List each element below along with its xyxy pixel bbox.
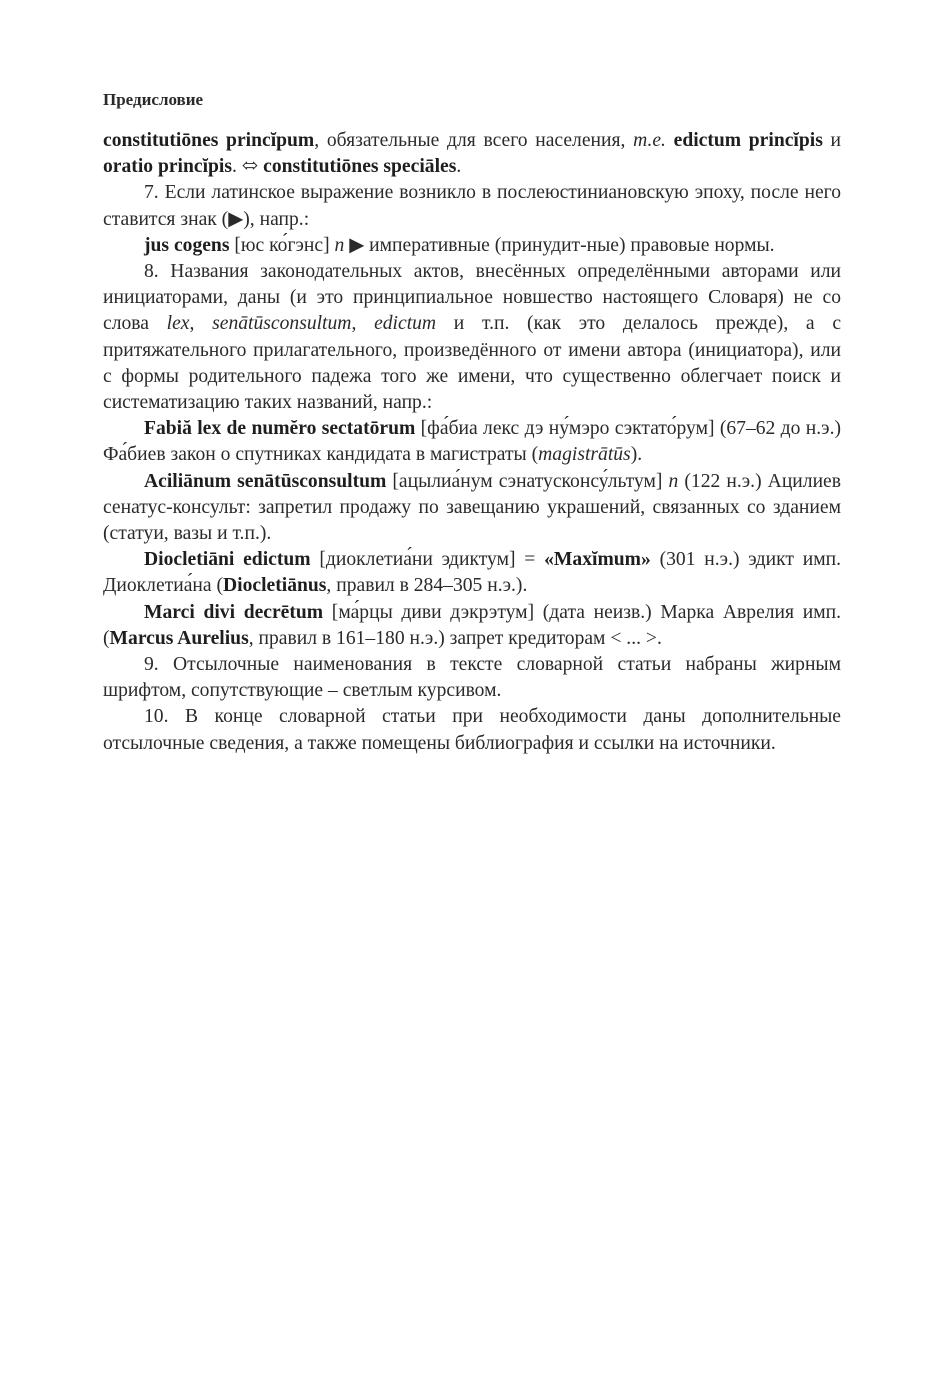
- text-run: ,: [189, 313, 213, 335]
- term-bold: oratio princĭpis: [103, 156, 232, 178]
- paragraph-7: 7. Если латинское выражение возникло в послеюстиниановскую эпоху, после него ставится знак (▶), напр.:: [103, 182, 841, 230]
- italic-term: magistrātūs: [538, 444, 631, 466]
- gender-mark: n: [334, 234, 345, 256]
- paragraph-8: [103, 259, 841, 416]
- headword: Marci divi decrētum: [144, 601, 324, 623]
- pronunciation: [юс ко́гэнс]: [229, 234, 335, 256]
- entry-marci-divi: [103, 600, 841, 652]
- text-run: , обязательные для всего населения,: [314, 130, 634, 151]
- cross-reference: «Maxĭmum»: [544, 549, 651, 571]
- gender-mark: n: [668, 470, 679, 492]
- text-run: .: [456, 156, 462, 178]
- paragraph-9: 9. Отсылочные наименования в тексте словарной статьи набраны жирным шрифтом, сопутствующие – светлым курсивом.: [103, 654, 841, 702]
- paragraph-10: 10. В конце словарной статьи при необходимости даны дополнительные отсылочные сведения, а также помещены библиография и ссылки на источники.: [103, 706, 841, 754]
- term-bold: constitutiōnes speciāles: [263, 156, 457, 178]
- definition: ▶ императивные (принудит-ные) правовые нормы.: [344, 234, 775, 256]
- pronunciation: [диоклетиа́ни эдиктум] =: [310, 549, 545, 571]
- headword: jus cogens: [144, 234, 230, 256]
- text-run: , правил в 284–305 н.э.).: [326, 575, 528, 597]
- text-run: ,: [351, 313, 375, 335]
- italic-term: edictum: [374, 313, 437, 335]
- text-run: , правил в 161–180 н.э.) запрет кредиторам < ... >.: [248, 627, 662, 649]
- text-run: 8. Названия законодательных актов, внесённых определёнными авторами или инициаторами, даны (и это принципиальное новшество настоящего Словаря) не со слова: [103, 261, 841, 335]
- term-bold: Diocletiānus: [223, 575, 327, 597]
- definition: [ма́рцы диви дэкрэтум] (дата неизв.) Марка Аврелия имп. (: [103, 601, 841, 649]
- pronunciation: [ацылиа́нум сэнатусконсу́льтум]: [386, 470, 669, 492]
- term-bold: edictum princĭpis: [673, 130, 823, 151]
- text-run: и: [822, 130, 841, 151]
- term-bold: Marcus Aurelius: [109, 627, 249, 649]
- body-text: [103, 128, 841, 757]
- text-run: . ⬄: [232, 156, 264, 178]
- entry-jus-cogens: [103, 233, 841, 259]
- running-header: Предисловие: [103, 90, 204, 109]
- headword: Fabiă lex de numĕro sectatōrum: [144, 418, 416, 440]
- entry-acilianum: [103, 469, 841, 548]
- italic-term: lex: [166, 313, 190, 335]
- definition: (301 н.э.) эдикт имп. Диоклетиа́на (: [103, 549, 841, 597]
- entry-fabia-lex: [103, 416, 841, 468]
- italic-term: senātūsconsultum: [212, 313, 352, 335]
- headword: Aciliānum senātūsconsultum: [144, 470, 387, 492]
- entry-diocletiani: [103, 547, 841, 599]
- definition: [фа́биа лекс дэ ну́мэро сэктато́рум] (67–62 до н.э.) Фа́биев закон о спутниках кандидата в магистраты (: [103, 418, 841, 466]
- headword: Diocletiāni edictum: [144, 549, 311, 571]
- term-bold: constitutiōnes princĭpum: [103, 130, 315, 151]
- abbrev-italic: т.е.: [633, 130, 666, 151]
- text-run: и т.п. (как это делалось прежде), а с притяжательного прилагательного, произведённого от имени автора (инициатора), или с формы родительного падежа того же имени, что существенно облегчает поиск и систематизацию таких названий, напр.:: [103, 313, 842, 414]
- paragraph-continuation: [103, 128, 841, 180]
- definition: (122 н.э.) Ацилиев сенатус-консульт: запретил продажу по завещанию украшений, связанных со зданием (статуи, вазы и т.п.).: [103, 470, 841, 545]
- text-run: ).: [630, 444, 643, 466]
- text-run: [666, 130, 674, 151]
